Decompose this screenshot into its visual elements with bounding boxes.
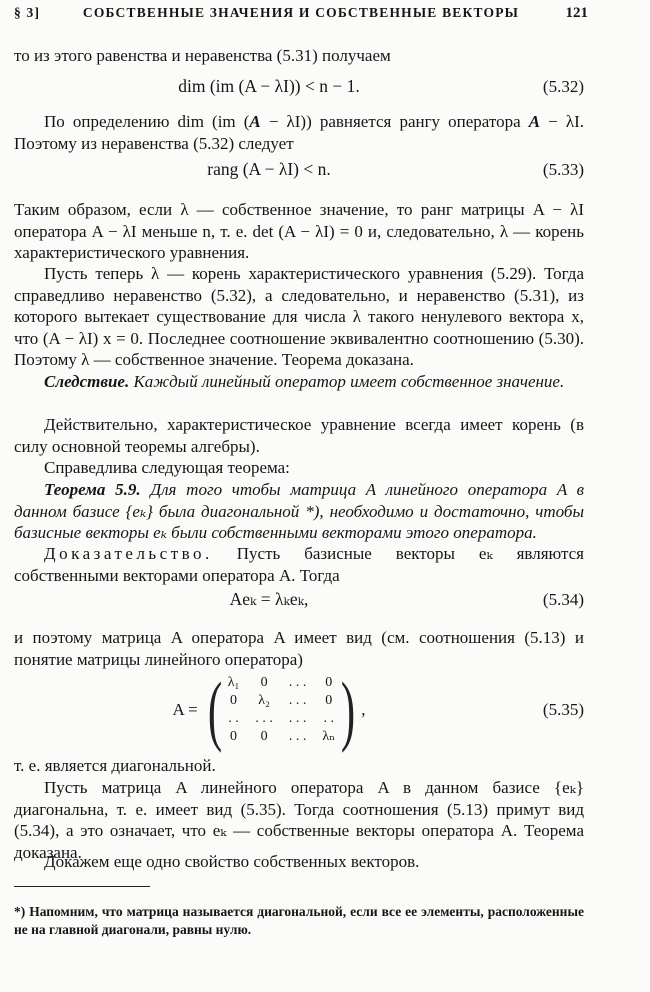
equation-number: (5.33) — [542, 160, 584, 180]
text-run: По определению dim (im ( — [44, 112, 250, 131]
footnote-rule — [14, 886, 150, 887]
text-run: − λI)) равняется рангу оператора — [260, 112, 521, 131]
equation-body: Aeₖ = λₖeₖ, — [229, 589, 309, 610]
theorem-label: Теорема 5.9. — [44, 480, 141, 499]
matrix-cell: 0 — [230, 729, 238, 744]
matrix-cell: . . . — [255, 711, 273, 726]
operator-symbol: A — [249, 112, 261, 131]
paragraph-matrix-form: и поэтому матрица A оператора A имеет вид (см. соотношения (5.13) и понятие матрицы линейного оператора) — [14, 628, 584, 669]
proof-text: Пусть базисные векторы eₖ являются собственными векторами оператора A. Тогда — [14, 544, 584, 585]
matrix-tail: , — [361, 700, 366, 720]
corollary-text: Каждый линейный оператор имеет собственное значение. — [129, 372, 565, 391]
paragraph-algebra: Действительно, характеристическое уравнение всегда имеет корень (в силу основной теоремы алгебры). — [14, 415, 584, 456]
equation-number: (5.34) — [542, 590, 584, 610]
corollary — [14, 371, 584, 393]
equation-5-35 — [14, 666, 584, 753]
matrix-cell: 0 — [325, 675, 333, 690]
paragraph-converse: Пусть теперь λ — корень характеристического уравнения (5.29). Тогда справедливо неравенство (5.32), а следовательно, и неравенство (5.31), из которого вытекает существование для числа λ такого ненулевого вектора x, что (A − λI) x = 0. Последнее соотношение эквивалентно соотношению (5.30). Поэтому λ — собственное значение. Теорема доказана. — [14, 264, 584, 369]
text-run: − λI. Поэтому из неравенства (5.32) следует — [14, 112, 585, 153]
matrix-cell: λ₂ — [258, 693, 270, 708]
right-paren: ) — [341, 666, 356, 753]
matrix-cell: . . . — [288, 729, 307, 744]
paragraph-theorem-intro: Справедлива следующая теорема: — [44, 458, 290, 477]
paragraph-definition — [14, 111, 584, 154]
matrix-cell: . . . — [288, 693, 307, 708]
equation-5-32 — [14, 74, 584, 100]
page-number: 121 — [565, 5, 588, 21]
matrix-cell: 0 — [230, 693, 238, 708]
matrix-cell: . . . — [288, 675, 307, 690]
matrix-cell: . . . — [288, 711, 307, 726]
matrix-cell: λₙ — [322, 729, 336, 744]
proof — [14, 543, 584, 586]
paragraph-next: Докажем еще одно свойство собственных векторов. — [44, 852, 420, 871]
matrix-lhs: A = — [172, 700, 198, 720]
matrix-cell: 0 — [325, 693, 333, 708]
footnote: *) Напомним, что матрица называется диагональной, если все ее элементы, расположенные не на главной диагонали, равны нулю. — [14, 904, 584, 937]
matrix-cell: . . — [323, 711, 335, 726]
corollary-label: Следствие. — [44, 372, 130, 391]
matrix-equation — [14, 666, 524, 753]
matrix-cell: 0 — [260, 729, 268, 744]
paragraph-conclusion: Таким образом, если λ — собственное значение, то ранг матрицы A − λI оператора A − λI меньше n, т. е. det (A − λI) = 0 и, следовательно, λ — корень характеристического уравнения. — [14, 200, 584, 262]
equation-5-33 — [14, 157, 584, 183]
matrix-cell: λ₁ — [227, 675, 240, 690]
diagonal-matrix — [228, 674, 336, 746]
theorem-5-9 — [14, 479, 584, 544]
equation-5-34 — [14, 587, 584, 613]
paragraph-converse-proof: Пусть матрица A линейного оператора A в данном базисе {eₖ} диагональна, т. е. имеет вид (5.35). Тогда соотношения (5.13) примут вид (5.34), а это означает, что eₖ — собственные векторы оператора A. Теорема доказана. — [14, 778, 584, 862]
theorem-text: Для того чтобы матрица A линейного оператора A в данном базисе {eₖ} была диагональной *), необходимо и достаточно, чтобы базисные векторы eₖ были собственными векторами этого оператора. — [14, 480, 585, 542]
running-header — [14, 2, 588, 24]
operator-symbol: A — [528, 112, 541, 131]
running-title: СОБСТВЕННЫЕ ЗНАЧЕНИЯ И СОБСТВЕННЫЕ ВЕКТОРЫ — [82, 5, 520, 20]
paragraph-diagonal: т. е. является диагональной. — [14, 756, 216, 775]
proof-label: Доказательство. — [44, 544, 213, 563]
section-mark: § 3] — [14, 5, 41, 20]
equation-body: rang (A − λI) < n. — [207, 159, 331, 180]
paragraph-intro: то из этого равенства и неравенства (5.31) получаем — [14, 46, 391, 65]
equation-number: (5.35) — [542, 700, 584, 720]
matrix-cell: . . — [228, 711, 239, 726]
equation-body: dim (im (A − λI)) < n − 1. — [178, 76, 360, 97]
matrix-cell: 0 — [260, 675, 268, 690]
left-paren: ( — [207, 666, 222, 753]
equation-number: (5.32) — [542, 77, 584, 97]
